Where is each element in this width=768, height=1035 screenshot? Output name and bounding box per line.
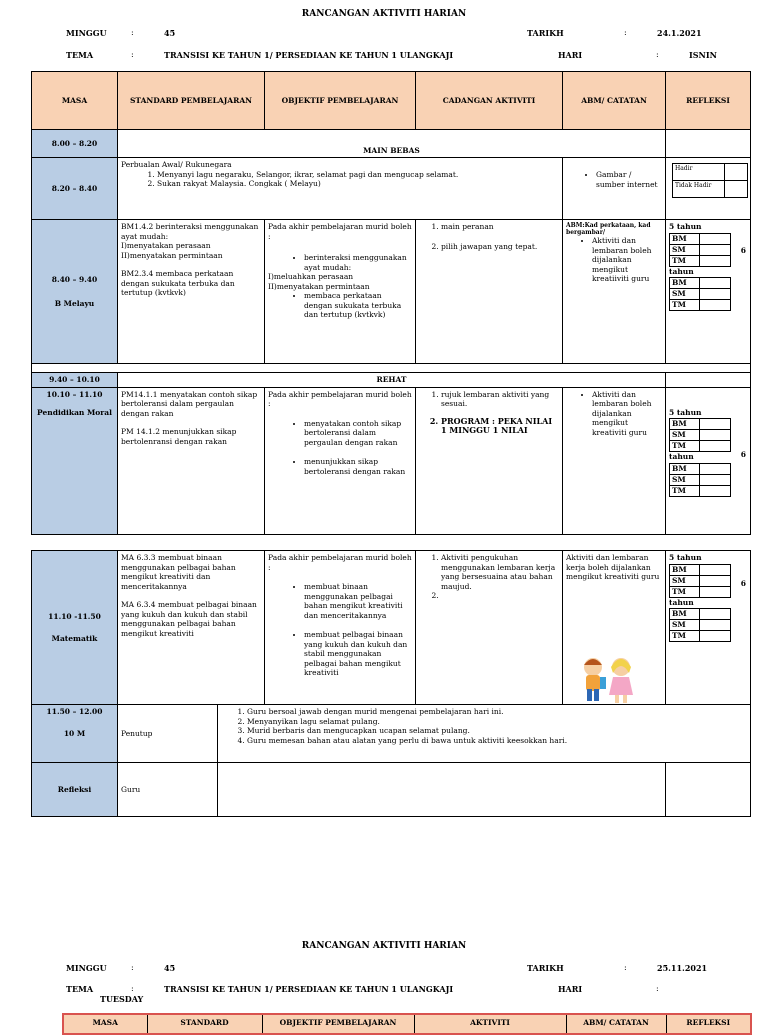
- tema-label: TEMA: [66, 984, 94, 994]
- mat-objektif: [265, 551, 416, 705]
- header-abm: ABM/ CATATAN: [563, 72, 666, 130]
- bm-label: BM: [670, 463, 700, 474]
- sp-line: MA 6.3.4 membuat pelbagai binaan yang kukuh dan kukuh dan stabil menggunakan pelbagai bahan mengikut kreativiti: [121, 600, 257, 638]
- tahun-6-label: 6: [740, 449, 746, 459]
- list-item: • menunjukkan sikap bertoleransi dengan rakan: [304, 457, 412, 476]
- refleksi-label: Refleksi: [32, 763, 118, 817]
- list-item: • Gambar / sumber internet: [596, 170, 662, 189]
- colon: :: [656, 50, 659, 59]
- table-row-moral: [32, 387, 751, 534]
- list-item: 1. main peranan: [441, 222, 559, 232]
- masa-time: 11.10 -11.50: [48, 612, 101, 621]
- hadir-label: Hadir: [673, 164, 725, 181]
- perhimpunan-intro: Perbualan Awal/ Rukunegara: [121, 160, 232, 169]
- sp-line: BM1.4.2 berinteraksi menggunakan ayat mudah:: [121, 222, 259, 241]
- sp-line: PM14.1.1 menyatakan contoh sikap bertoleransi dalam pergaulan dengan rakan: [121, 389, 258, 418]
- rehat-label: REHAT: [118, 373, 666, 388]
- table-row-spacer: [32, 364, 751, 373]
- sm-label: SM: [670, 244, 700, 255]
- list-item: 3. Murid berbaris dan mengucapkan ucapan selamat pulang.: [247, 726, 747, 736]
- tahun-label: tahun: [669, 452, 694, 461]
- bm-label: BM: [670, 564, 700, 575]
- obj-intro: Pada akhir pembelajaran murid boleh :: [268, 389, 412, 408]
- masa-cell: 8.00 – 8.20: [32, 130, 118, 158]
- header-masa: MASA: [32, 72, 118, 130]
- table-row-rehat: [32, 373, 751, 388]
- tm-label: TM: [670, 300, 700, 311]
- list-item: 1. Menyanyi lagu negaraku, Selangor, ikrar, selamat pagi dan mengucap selamat.: [157, 170, 559, 180]
- hari-label: HARI: [558, 984, 583, 994]
- sm-label: SM: [670, 474, 700, 485]
- bm-label: BM: [670, 609, 700, 620]
- colon: :: [624, 963, 627, 972]
- header-standard: STANDARD PEMBELAJARAN: [118, 72, 265, 130]
- penutup-label: Penutup: [118, 705, 218, 763]
- sp-line: PM 14.1.2 menunjukkan sikap bertolenransi dengan rakan: [121, 427, 237, 446]
- tahun-label: tahun: [669, 266, 694, 276]
- refleksi-cell: [666, 551, 751, 705]
- list-item: • membuat binaan menggunakan pelbagai bahan mengikut kreativiti dan menceritakannya: [304, 582, 412, 620]
- header-aktiviti: AKTIVITI: [414, 1014, 566, 1034]
- obj-intro: Pada akhir pembelajaran murid boleh :: [268, 553, 412, 572]
- page2-title: RANCANGAN AKTIVITI HARIAN: [301, 941, 467, 951]
- masa-cell: 9.40 – 10.10: [32, 373, 118, 388]
- sm-label: SM: [670, 289, 700, 300]
- header-abm: ABM/ CATATAN: [566, 1014, 666, 1034]
- list-item: 1. Aktiviti pengukuhan menggunakan lembaran kerja yang bersesuaina atau bahan maujud.: [441, 553, 559, 591]
- obj-line: II)menyatakan permintaan: [268, 281, 370, 291]
- bm-standard: [118, 220, 265, 364]
- list-item: • berinteraksi menggunakan ayat mudah:: [304, 253, 412, 272]
- masa-cell: [32, 220, 118, 364]
- page-title: RANCANGAN AKTIVITI HARIAN: [301, 9, 467, 19]
- tm-label: TM: [670, 631, 700, 642]
- main-bebas-label: MAIN BEBAS: [118, 130, 666, 158]
- tm-label: TM: [670, 441, 700, 452]
- header-objektif: OBJEKTIF PEMBELAJARAN: [265, 72, 416, 130]
- header-masa: MASA: [63, 1014, 147, 1034]
- list-item: • membuat pelbagai binaan yang kukuh dan kukuh dan stabil menggunakan pelbagai bahan mengikut kreativiti: [304, 630, 412, 678]
- list-item: 2. pilih jawapan yang tepat.: [441, 242, 559, 252]
- table-row-perhimpunan: [32, 158, 751, 220]
- plan-table-1: [31, 71, 751, 535]
- bm-label: BM: [670, 419, 700, 430]
- list-item: • Aktiviti dan lembaran boleh dijalankan mengikut kreatiiviti guru: [592, 236, 662, 284]
- tahun-6-label: 6: [740, 579, 747, 588]
- plan-table-2: [31, 550, 751, 817]
- tm-label: TM: [670, 485, 700, 496]
- sm-label: SM: [670, 430, 700, 441]
- mat-aktiviti: [416, 551, 563, 705]
- obj-line: I)meluahkan perasaan: [268, 272, 354, 281]
- masa-cell: 8.20 – 8.40: [32, 158, 118, 220]
- obj-intro: Pada akhir pembelajaran murid boleh :: [268, 222, 412, 241]
- list-item: • menyatakan contoh sikap bertoleransi dalam pergaulan dengan rakan: [304, 419, 412, 448]
- tarikh-value: 25.11.2021: [657, 963, 708, 973]
- sm-label: SM: [670, 575, 700, 586]
- abm-head: ABM:Kad perkataan, kad bergambar/: [566, 222, 651, 236]
- abm-text: Aktiviti dan lembaran kerja boleh dijalankan mengikut kreativiti guru: [566, 553, 660, 581]
- sp-line: II)menyatakan permintaan: [121, 250, 223, 260]
- table-row-matematik: [32, 551, 751, 705]
- bm-label: BM: [670, 278, 700, 289]
- list-item: 1. Guru bersoal jawab dengan murid mengenai pembelajaran hari ini.: [247, 707, 747, 717]
- masa-cell: [32, 551, 118, 705]
- mat-abm: [563, 551, 666, 705]
- list-item: • membaca perkataan dengan sukukata terbuka dan tertutup (kvtkvk): [304, 291, 412, 320]
- moral-aktiviti: [416, 387, 563, 534]
- table-row-refleksi: [32, 763, 751, 817]
- bm-label: BM: [670, 233, 700, 244]
- penutup-content: [218, 705, 751, 763]
- refleksi-cell: [666, 387, 751, 534]
- sp-line: MA 6.3.3 membuat binaan menggunakan pelbagai bahan mengikut kreativiti dan menceritakannya: [121, 553, 236, 591]
- tahun-6-label: 6: [740, 246, 746, 255]
- tarikh-label: TARIKH: [527, 963, 564, 973]
- colon: :: [131, 28, 134, 37]
- tarikh-label: TARIKH: [527, 28, 564, 38]
- plan-table-page2-header: [62, 1013, 752, 1035]
- tahun-label: tahun: [669, 597, 694, 607]
- list-item: 1. rujuk lembaran aktiviti yang sesuai.: [441, 390, 559, 409]
- sp-line: BM2.3.4 membaca perkataan dengan sukukata terbuka dan tertutup (kvtkvk): [121, 269, 235, 297]
- table-header-row: [32, 72, 751, 130]
- header-refleksi: REFLEKSI: [666, 1014, 751, 1034]
- tm-label: TM: [670, 255, 700, 266]
- colon: :: [656, 984, 659, 993]
- perhimpunan-abm: [563, 158, 666, 220]
- tahun-label: 5 tahun: [669, 222, 702, 231]
- list-item: • Aktiviti dan lembaran boleh dijalankan mengikut kreativiti guru: [592, 390, 662, 438]
- masa-cell: [32, 705, 118, 763]
- minggu-label: MINGGU: [66, 28, 107, 38]
- kehadiran-cell: [666, 158, 751, 220]
- subject-name: Matematik: [51, 633, 98, 643]
- masa-cell: [32, 387, 118, 534]
- tm-label: TM: [670, 586, 700, 597]
- bm-aktiviti: [416, 220, 563, 364]
- hari-label: HARI: [558, 50, 583, 60]
- tidak-hadir-label: Tidak Hadir: [673, 181, 725, 198]
- moral-objektif: [265, 387, 416, 534]
- colon: :: [131, 984, 134, 993]
- tema-value: TRANSISI KE TAHUN 1/ PERSEDIAAN KE TAHUN 1 ULANGKAJI: [164, 50, 454, 60]
- tahun-label: 5 tahun: [669, 553, 702, 562]
- colon: :: [624, 28, 627, 37]
- sm-label: SM: [670, 620, 700, 631]
- bm-abm: [563, 220, 666, 364]
- table-row-penutup: [32, 705, 751, 763]
- masa-time: 8.40 – 9.40: [51, 275, 98, 284]
- minggu-value: 45: [164, 963, 176, 973]
- masa-time: 10.10 – 11.10: [46, 389, 103, 399]
- hari-value: ISNIN: [689, 50, 717, 60]
- list-item: 4. Guru memesan bahan atau alatan yang perlu di bawa untuk aktiviti keesokkan hari.: [247, 736, 747, 746]
- list-item: 2. Sukan rakyat Malaysia. Congkak ( Melayu): [157, 179, 559, 189]
- header-refleksi: REFLEKSI: [666, 72, 751, 130]
- hari-value: TUESDAY: [100, 994, 144, 1004]
- colon: :: [131, 50, 134, 59]
- sp-line: I)menyatakan perasaan: [121, 241, 211, 250]
- subject-name: Pendidikan Moral: [37, 408, 112, 417]
- header-cadangan: CADANGAN AKTIVITI: [416, 72, 563, 130]
- bm-objektif: [265, 220, 416, 364]
- header-standard: STANDARD: [147, 1014, 262, 1034]
- masa-duration: 10 M: [63, 728, 86, 738]
- colon: :: [131, 963, 134, 972]
- list-item: 2. Menyanyikan lagu selamat pulang.: [247, 717, 747, 727]
- perhimpunan-content: [118, 158, 563, 220]
- tema-label: TEMA: [66, 50, 94, 60]
- header-objektif: OBJEKTIF PEMBELAJARAN: [262, 1014, 414, 1034]
- table-row-bm: [32, 220, 751, 364]
- children-clipart-icon: [573, 653, 643, 705]
- refleksi-cell: [666, 220, 751, 364]
- moral-standard: [118, 387, 265, 534]
- moral-abm: [563, 387, 666, 534]
- tahun-label: 5 tahun: [669, 407, 702, 417]
- minggu-label: MINGGU: [66, 963, 107, 973]
- mat-standard: [118, 551, 265, 705]
- table-row-main-bebas: [32, 130, 751, 158]
- subject-name: B Melayu: [54, 298, 95, 308]
- minggu-value: 45: [164, 28, 176, 38]
- tarikh-value: 24.1.2021: [657, 28, 702, 38]
- table-header-row: [63, 1014, 751, 1034]
- tema-value: TRANSISI KE TAHUN 1/ PERSEDIAAN KE TAHUN 1 ULANGKAJI: [164, 984, 454, 994]
- list-item: [441, 591, 559, 601]
- masa-time: 11.50 – 12.00: [46, 707, 103, 716]
- refleksi-guru: Guru: [118, 763, 218, 817]
- list-item: 2. PROGRAM : PEKA NILAI 1 MINGGU 1 NILAI: [441, 417, 559, 436]
